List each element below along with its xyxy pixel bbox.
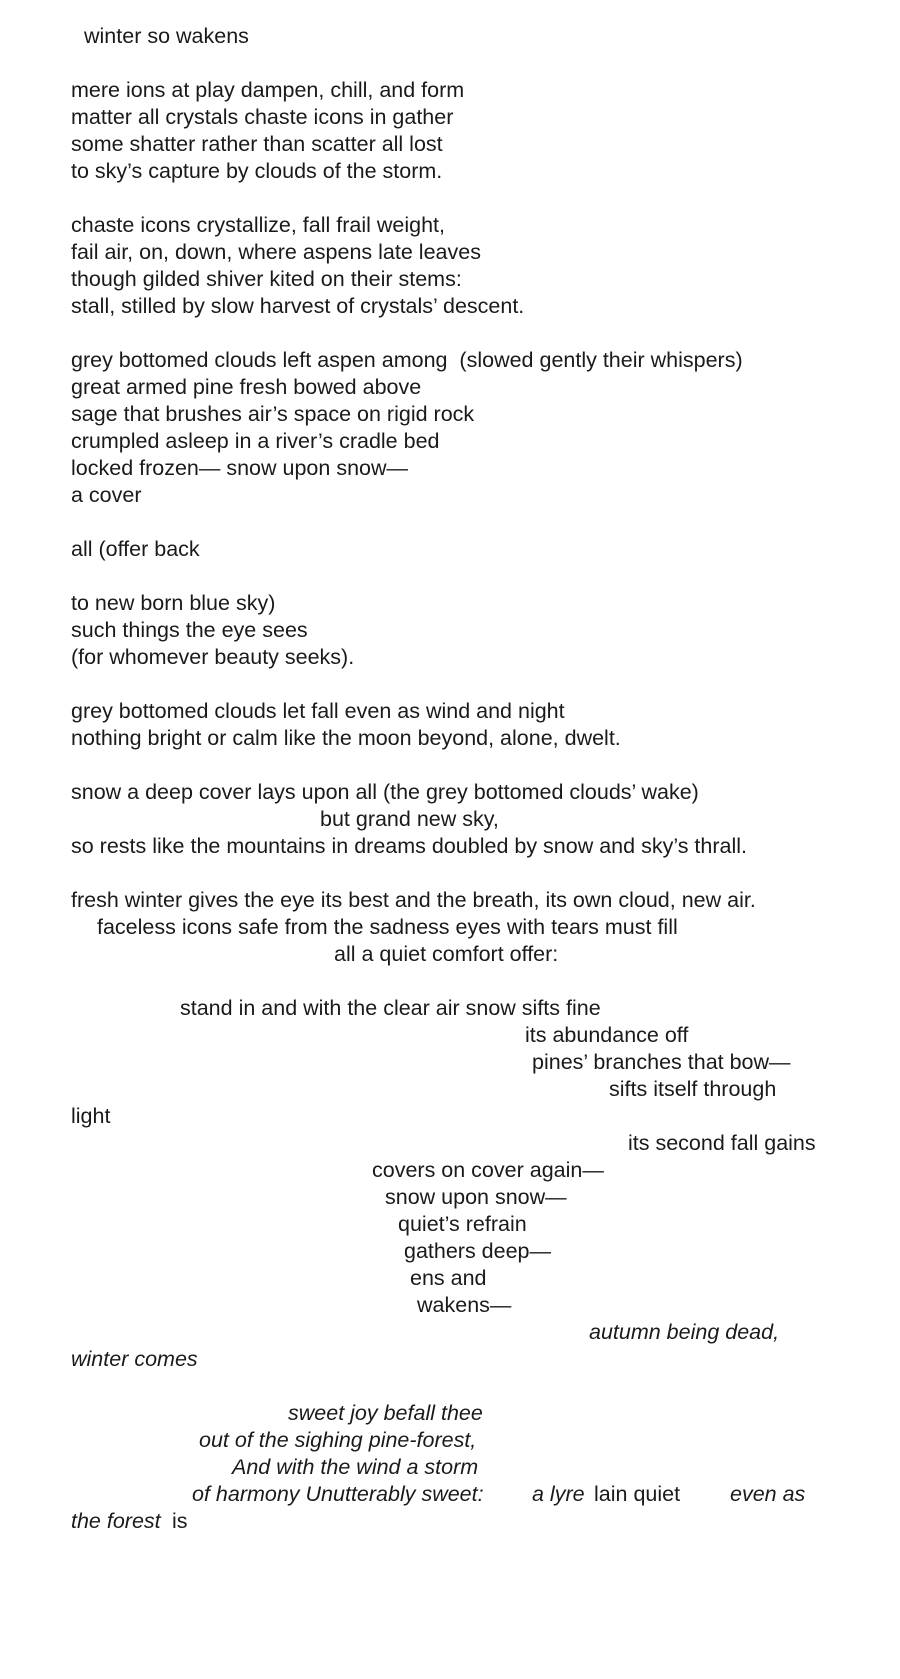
poem-line: faceless icons safe from the sadness eyes with tears must fill bbox=[97, 915, 678, 939]
poem-line: a cover bbox=[71, 483, 142, 507]
poem-line: a lyre bbox=[532, 1482, 585, 1506]
poem-title: winter so wakens bbox=[84, 24, 249, 48]
poem-line: ens and bbox=[410, 1266, 487, 1290]
poem-line: grey bottomed clouds left aspen among (slowed gently their whispers) bbox=[71, 348, 743, 372]
poem-line: all a quiet comfort offer: bbox=[334, 942, 559, 966]
poem-line: sweet joy befall thee bbox=[288, 1401, 483, 1425]
poem-line: autumn being dead, bbox=[589, 1320, 780, 1344]
poem-line: is bbox=[172, 1509, 188, 1533]
poem-line: some shatter rather than scatter all lost bbox=[71, 132, 443, 156]
poem-line: quiet’s refrain bbox=[398, 1212, 527, 1236]
poem-line: lain quiet bbox=[594, 1482, 681, 1506]
poem-line: sifts itself through bbox=[609, 1077, 777, 1101]
poem-line: fresh winter gives the eye its best and the breath, its own cloud, new air. bbox=[71, 888, 756, 912]
poem-line: snow a deep cover lays upon all (the grey bottomed clouds’ wake) bbox=[71, 780, 699, 804]
poem-line: its abundance off bbox=[525, 1023, 689, 1047]
poem-line: but grand new sky, bbox=[320, 807, 499, 831]
poem-line: though gilded shiver kited on their stems: bbox=[71, 267, 462, 291]
poem-line: nothing bright or calm like the moon beyond, alone, dwelt. bbox=[71, 726, 621, 750]
poem-line: so rests like the mountains in dreams doubled by snow and sky’s thrall. bbox=[71, 834, 748, 858]
poem-line: locked frozen— snow upon snow— bbox=[71, 456, 409, 480]
poem-line: stand in and with the clear air snow sifts fine bbox=[180, 996, 601, 1020]
poem-line: out of the sighing pine-forest, bbox=[199, 1428, 477, 1452]
poem-line: the forest bbox=[71, 1509, 161, 1533]
poem-line: sage that brushes air’s space on rigid rock bbox=[71, 402, 475, 426]
poem-line: mere ions at play dampen, chill, and form bbox=[71, 78, 465, 102]
poem-line: pines’ branches that bow— bbox=[532, 1050, 791, 1074]
poem-line: snow upon snow— bbox=[385, 1185, 567, 1209]
poem-line: covers on cover again— bbox=[372, 1158, 604, 1182]
poem-line: winter comes bbox=[71, 1347, 198, 1371]
poem-line: grey bottomed clouds let fall even as wind and night bbox=[71, 699, 565, 723]
poem-line: fail air, on, down, where aspens late leaves bbox=[71, 240, 481, 264]
poem-line: all (offer back bbox=[71, 537, 200, 561]
poem-line: matter all crystals chaste icons in gather bbox=[71, 105, 454, 129]
poem-line: (for whomever beauty seeks). bbox=[71, 645, 355, 669]
poem-line: chaste icons crystallize, fall frail weight, bbox=[71, 213, 446, 237]
poem-line: of harmony Unutterably sweet: bbox=[192, 1482, 484, 1506]
poem-line: And with the wind a storm bbox=[232, 1455, 479, 1479]
poem-line: its second fall gains bbox=[628, 1131, 816, 1155]
poem-line: even as bbox=[730, 1482, 806, 1506]
poem-line: stall, stilled by slow harvest of crystals’ descent. bbox=[71, 294, 525, 318]
poem-line: to sky’s capture by clouds of the storm. bbox=[71, 159, 443, 183]
poem-line: such things the eye sees bbox=[71, 618, 308, 642]
poem-line: light bbox=[71, 1104, 111, 1128]
poem-line: great armed pine fresh bowed above bbox=[71, 375, 422, 399]
poem-line: wakens— bbox=[417, 1293, 512, 1317]
poem-line: crumpled asleep in a river’s cradle bed bbox=[71, 429, 440, 453]
poem-line: to new born blue sky) bbox=[71, 591, 276, 615]
poem-line: gathers deep— bbox=[404, 1239, 552, 1263]
